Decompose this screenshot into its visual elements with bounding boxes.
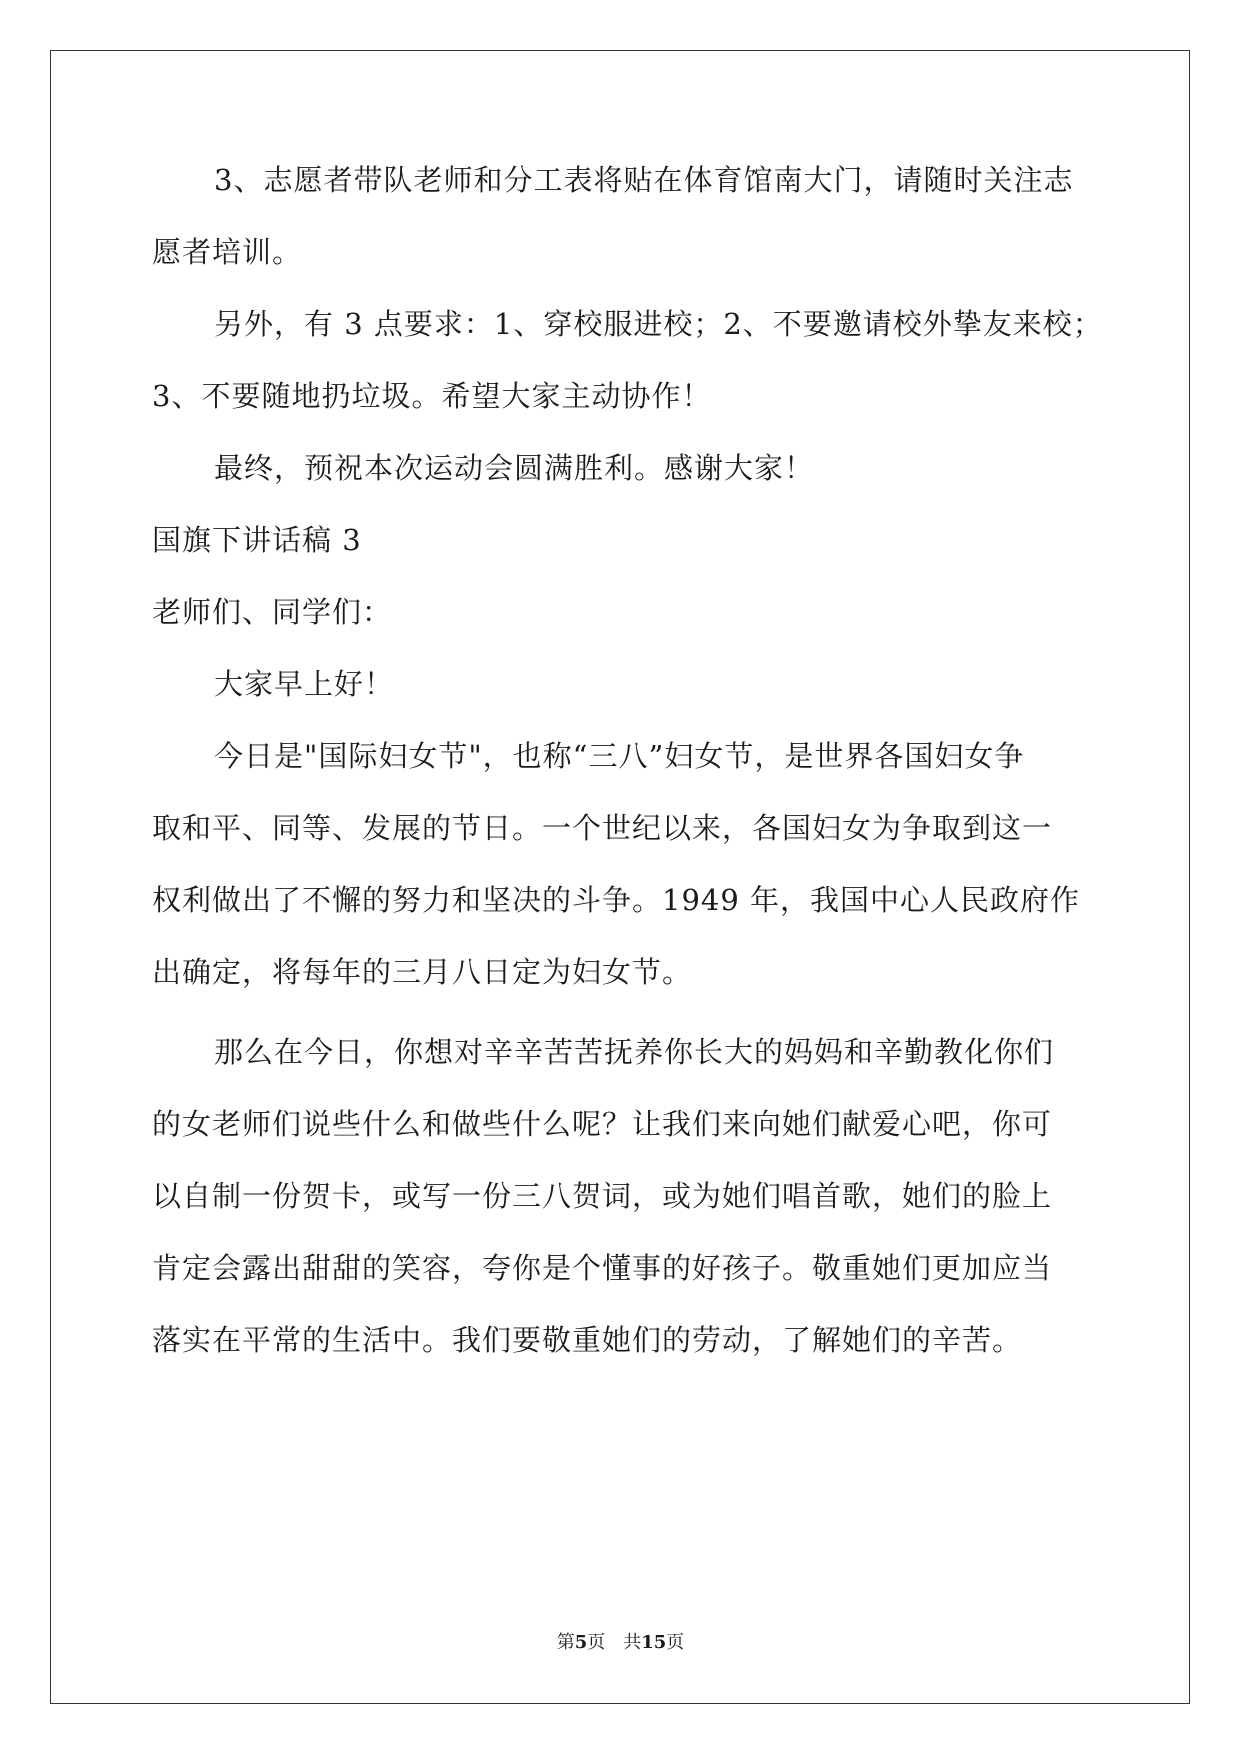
paragraph-line: 以自制一份贺卡，或写一份三八贺词，或为她们唱首歌，她们的脸上: [152, 1179, 1053, 1213]
paragraph-line: 那么在今日，你想对辛辛苦苦抚养你长大的妈妈和辛勤教化你们: [214, 1035, 1055, 1069]
paragraph-line: 落实在平常的生活中。我们要敬重她们的劳动，了解她们的辛苦。: [152, 1323, 1023, 1357]
paragraph-line: 最终，预祝本次运动会圆满胜利。感谢大家！: [214, 451, 815, 485]
total-pages: 15: [641, 1632, 667, 1653]
greeting: 大家早上好！: [214, 667, 395, 701]
total-prefix: 共: [623, 1632, 642, 1653]
paragraph-line: 权利做出了不懈的努力和坚决的斗争。1949 年，我国中心人民政府作: [152, 883, 1081, 917]
page-number: 5: [574, 1632, 588, 1653]
paragraph-line: 今日是"国际妇女节"，也称“三八”妇女节，是世界各国妇女争: [214, 739, 1025, 773]
paragraph-line: 3、志愿者带队老师和分工表将贴在体育馆南大门，请随时关注志: [214, 163, 1074, 197]
total-suffix: 页: [666, 1632, 685, 1653]
paragraph-line: 出确定，将每年的三月八日定为妇女节。: [152, 955, 693, 989]
section-heading: 国旗下讲话稿 3: [152, 523, 362, 557]
page-prefix: 第: [556, 1632, 575, 1653]
paragraph-line: 取和平、同等、发展的节日。一个世纪以来，各国妇女为争取到这一: [152, 811, 1053, 845]
page-suffix: 页: [587, 1632, 606, 1653]
page-border: [50, 50, 1190, 1704]
paragraph-line: 的女老师们说些什么和做些什么呢？让我们来向她们献爱心吧，你可: [152, 1107, 1053, 1141]
page-footer: [0, 1628, 1241, 1654]
paragraph-line: 肯定会露出甜甜的笑容，夸你是个懂事的好孩子。敬重她们更加应当: [152, 1251, 1053, 1285]
paragraph-line: 3、不要随地扔垃圾。希望大家主动协作！: [152, 379, 712, 413]
paragraph-line: 另外，有 3 点要求：1、穿校服进校；2、不要邀请校外挚友来校；: [214, 307, 1103, 341]
salutation: 老师们、同学们：: [152, 595, 393, 629]
paragraph-line: 愿者培训。: [152, 235, 303, 269]
